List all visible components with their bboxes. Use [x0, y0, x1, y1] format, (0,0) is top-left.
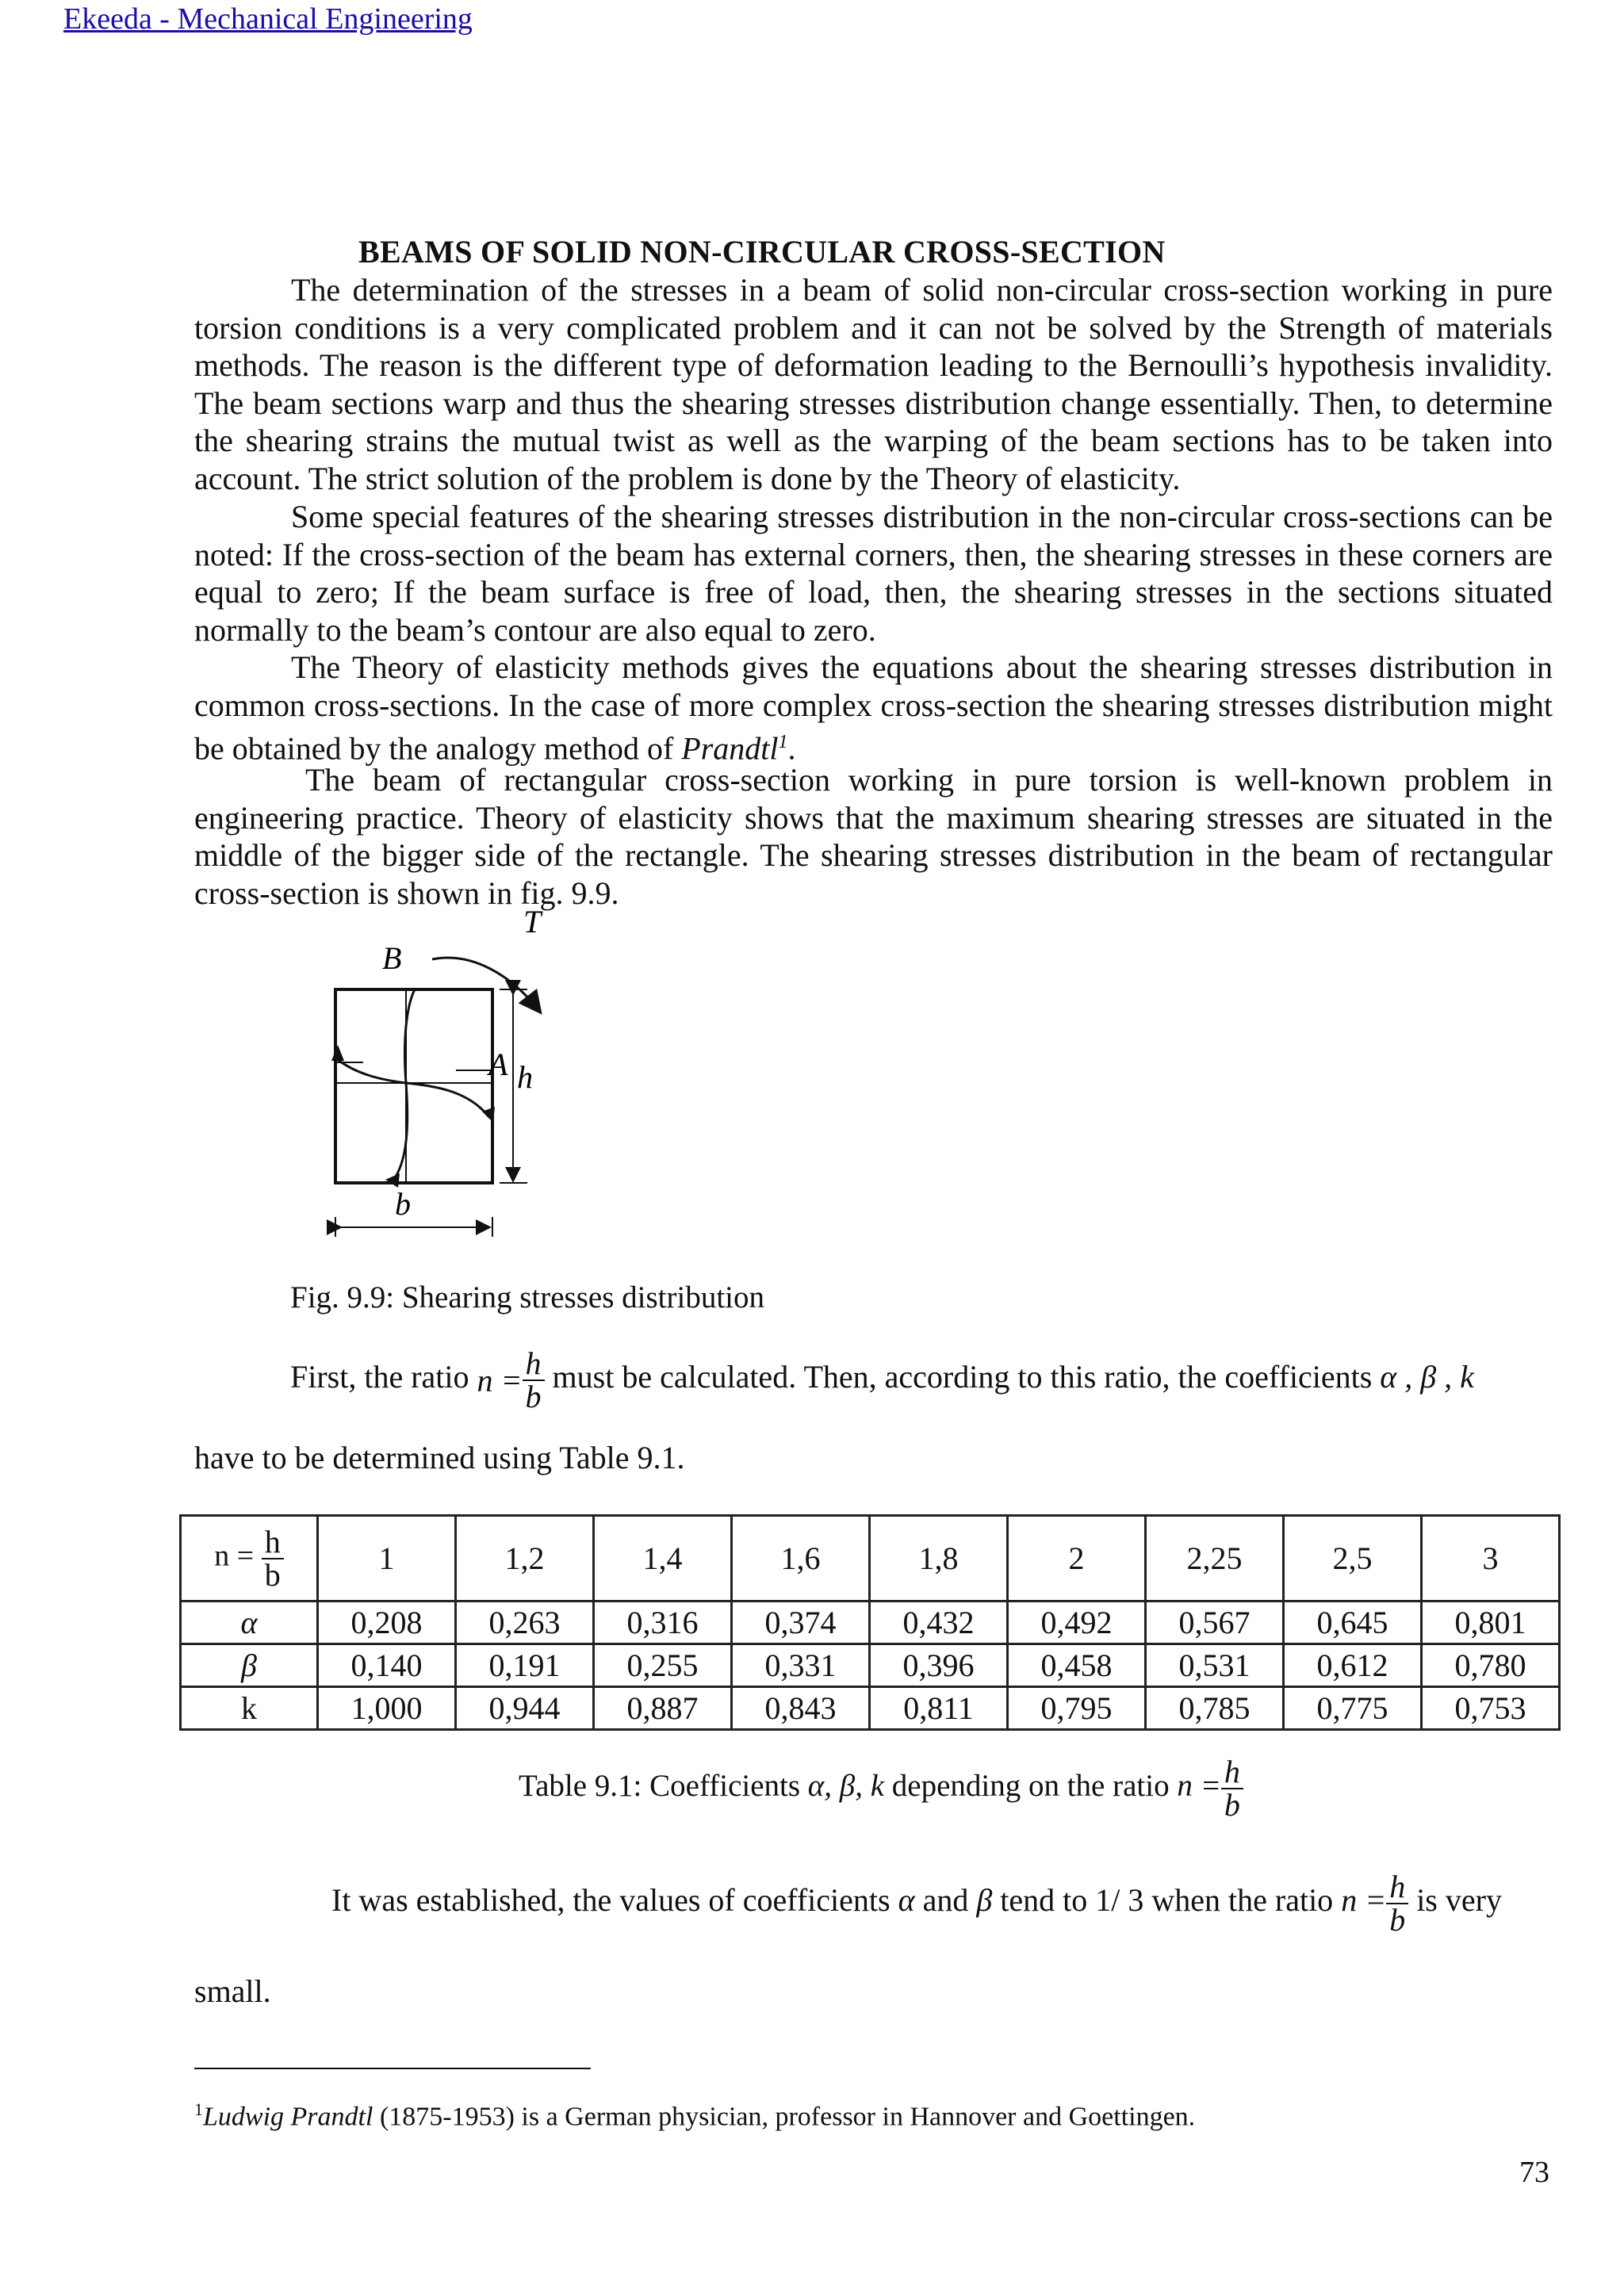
label-T: T — [523, 904, 542, 939]
conclusion-alpha: α — [898, 1882, 915, 1919]
table-header-cell: 1,4 — [594, 1516, 732, 1601]
table-cell: 0,316 — [594, 1601, 732, 1644]
table-cell: 0,753 — [1422, 1687, 1560, 1730]
conclusion-mid: tend to 1/ 3 when the ratio — [992, 1882, 1342, 1919]
table-header-cell: 1,6 — [732, 1516, 870, 1601]
ratio-sentence — [290, 1345, 1474, 1414]
footnote — [194, 2099, 1195, 2132]
footnote-divider — [194, 2068, 591, 2069]
section-title: BEAMS OF SOLID NON-CIRCULAR CROSS-SECTION — [358, 234, 1166, 270]
paragraph-3 — [194, 649, 1553, 767]
footnote-mark: 1 — [194, 2099, 203, 2119]
ratio-fraction: $\frac{h}{b}$ — [523, 1348, 545, 1413]
table-header-label: n = $\frac{h}{b}$ — [181, 1516, 318, 1601]
label-b: b — [395, 1186, 411, 1222]
table-cell: 0,492 — [1008, 1601, 1146, 1644]
table-cell: 0,612 — [1284, 1644, 1422, 1687]
table-header-cell: 1,2 — [456, 1516, 594, 1601]
table-cell: 0,887 — [594, 1687, 732, 1730]
table-row — [181, 1601, 1560, 1644]
table-header-cell: 2,5 — [1284, 1516, 1422, 1601]
table-cell: 0,801 — [1422, 1601, 1560, 1644]
table-cell: 0,775 — [1284, 1687, 1422, 1730]
conclusion-line-2: small. — [194, 1973, 271, 2009]
table-header-cell: 3 — [1422, 1516, 1560, 1601]
conclusion-and: and — [914, 1882, 977, 1919]
footnote-name: Ludwig Prandtl — [203, 2102, 373, 2132]
stress-curve-vertical — [393, 989, 415, 1181]
table-cell: 0,208 — [318, 1601, 456, 1644]
conclusion-end: is very — [1408, 1882, 1502, 1919]
cross-section-rect — [335, 989, 492, 1183]
table-header-cell: 1,8 — [870, 1516, 1008, 1601]
table-caption-mid: depending on the ratio — [884, 1768, 1178, 1803]
table-cell: 0,843 — [732, 1687, 870, 1730]
row-label-beta: β — [181, 1644, 318, 1687]
table-row — [181, 1687, 1560, 1730]
table-cell: 0,191 — [456, 1644, 594, 1687]
row-label-alpha: α — [181, 1601, 318, 1644]
page-number: 73 — [1519, 2156, 1549, 2189]
prandtl-name: Prandtl — [681, 730, 779, 767]
paragraph-3-end: . — [787, 730, 796, 767]
table-caption — [519, 1756, 1243, 1821]
torque-arrow — [432, 958, 539, 1011]
label-h: h — [517, 1059, 533, 1095]
header-link[interactable]: Ekeeda - Mechanical Engineering — [63, 2, 473, 36]
table-header-cell: 2,25 — [1146, 1516, 1284, 1601]
footnote-ref: 1 — [778, 732, 788, 752]
table-cell: 0,396 — [870, 1644, 1008, 1687]
conclusion-n: n = — [1341, 1882, 1387, 1919]
stress-curve-horizontal — [337, 1059, 488, 1116]
table-caption-fraction: $\frac{h}{b}$ — [1221, 1756, 1243, 1821]
table-cell: 0,374 — [732, 1601, 870, 1644]
table-cell: 0,645 — [1284, 1601, 1422, 1644]
label-B: B — [382, 940, 402, 976]
table-header-cell: 2 — [1008, 1516, 1146, 1601]
ratio-text-before: First, the ratio — [290, 1359, 477, 1395]
row-label-k: k — [181, 1687, 318, 1730]
table-cell: 0,811 — [870, 1687, 1008, 1730]
figure-9-9 — [301, 904, 587, 1249]
table-caption-start: Table 9.1: Coefficients — [519, 1768, 808, 1803]
conclusion-sentence — [331, 1871, 1502, 1936]
table-cell: 0,780 — [1422, 1644, 1560, 1687]
conclusion-start: It was established, the values of coefficients — [331, 1882, 898, 1919]
table-header-cell: 1 — [318, 1516, 456, 1601]
paragraph-4: The beam of rectangular cross-section working in pure torsion is well-known problem in engineering practice. Theory of elasticity shows that the maximum shearing stresses are situated in the middle of the bigger side of the rectangle. The shearing stresses distribution in the beam of rectangular cross-section is shown in fig. 9.9. — [194, 762, 1553, 911]
table-cell: 0,567 — [1146, 1601, 1284, 1644]
table-row — [181, 1644, 1560, 1687]
conclusion-fraction: $\frac{h}{b}$ — [1386, 1871, 1408, 1936]
table-cell: 0,458 — [1008, 1644, 1146, 1687]
table-cell: 0,331 — [732, 1644, 870, 1687]
ratio-text-after: must be calculated. Then, according to this ratio, the coefficients — [544, 1359, 1381, 1395]
label-A: A — [488, 1047, 508, 1082]
paragraph-3-text: The Theory of elasticity methods gives the equations about the shearing stresses distribution in common cross-sections. In the case of more complex cross-section the shearing stresses distribution might be obtained by the analogy method of — [194, 649, 1553, 767]
table-cell: 0,795 — [1008, 1687, 1146, 1730]
table-cell: 0,255 — [594, 1644, 732, 1687]
coefficients-table — [179, 1514, 1561, 1731]
conclusion-beta: β — [976, 1882, 993, 1919]
table-cell: 1,000 — [318, 1687, 456, 1730]
table-cell: 0,531 — [1146, 1644, 1284, 1687]
table-cell: 0,263 — [456, 1601, 594, 1644]
ratio-coefs: α , β , k — [1380, 1359, 1474, 1395]
shear-stress-diagram — [301, 904, 587, 1245]
ratio-n-eq: n = — [477, 1362, 523, 1399]
footnote-text: (1875-1953) is a German physician, professor in Hannover and Goettingen. — [373, 2102, 1196, 2132]
paragraph-1: The determination of the stresses in a beam of solid non-circular cross-section working in pure torsion conditions is a very complicated problem and it can not be solved by the Strength of materials methods. The reason is the different type of deformation leading to the Bernoulli’s hypothesis invalidity. The beam sections warp and thus the shearing stresses distribution change essentially. Then, to determine the shearing strains the mutual twist as well as the warping of the beam sections has to be taken into account. The strict solution of the problem is done by the Theory of elasticity. — [194, 272, 1553, 496]
figure-caption: Fig. 9.9: Shearing stresses distribution — [290, 1280, 764, 1314]
paragraph-2: Some special features of the shearing stresses distribution in the non-circular cross-sections can be noted: If the cross-section of the beam has external corners, then, the shearing stresses in these corners are equal to zero; If the beam surface is free of load, then, the shearing stresses in the sections situated normally to the beam’s contour are also equal to zero. — [194, 499, 1553, 648]
table-caption-n: n = — [1177, 1768, 1221, 1803]
table-cell: 0,785 — [1146, 1687, 1284, 1730]
table-cell: 0,140 — [318, 1644, 456, 1687]
table-caption-coefs: α, β, k — [807, 1768, 885, 1803]
table-header-row — [181, 1516, 1560, 1601]
ratio-line-2: have to be determined using Table 9.1. — [194, 1440, 685, 1475]
table-cell: 0,432 — [870, 1601, 1008, 1644]
table-cell: 0,944 — [456, 1687, 594, 1730]
